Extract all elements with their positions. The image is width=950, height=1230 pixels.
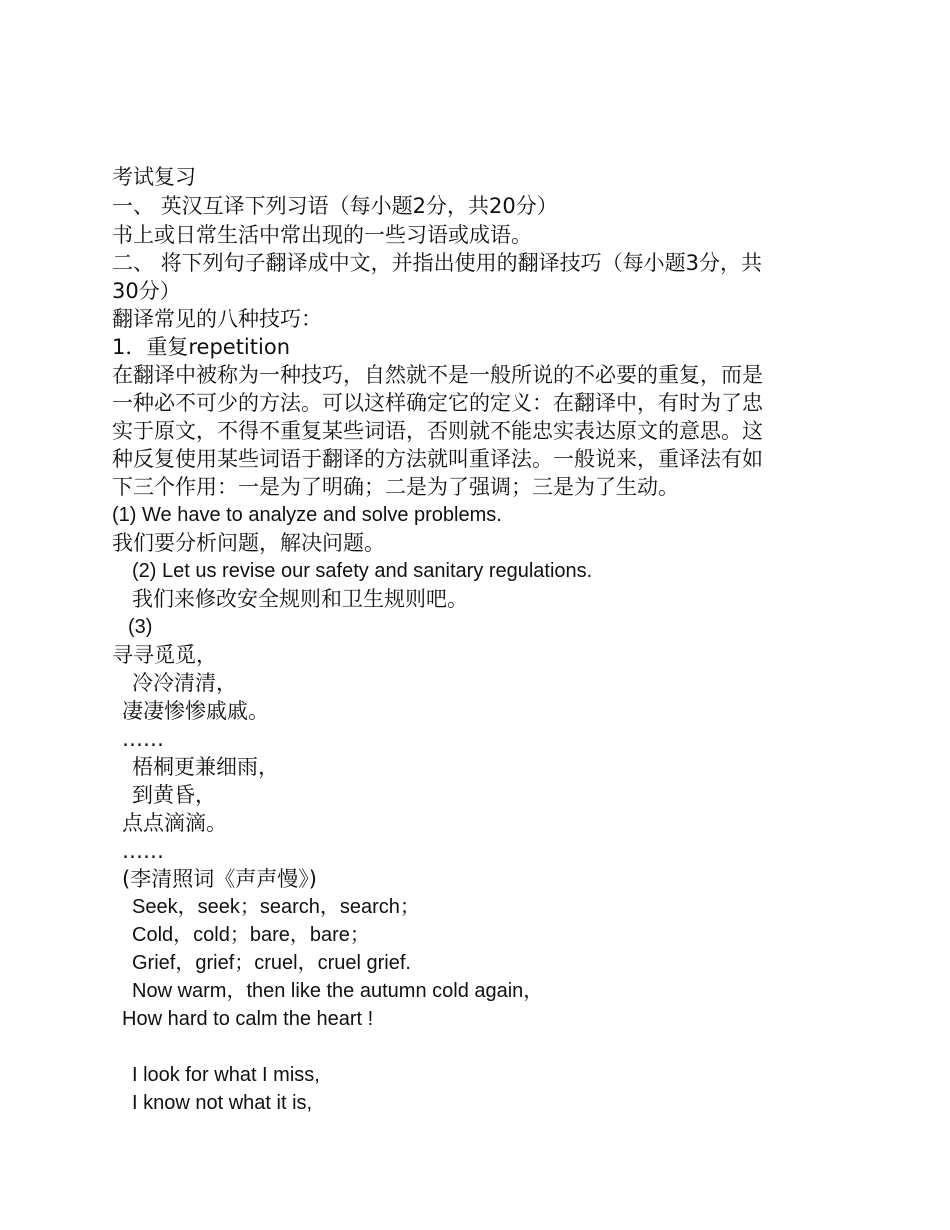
poem-en-line: I know not what it is, [132, 1092, 313, 1114]
technique-1-para-line: 一种必不可少的方法。可以这样确定它的定义：在翻译中，有时为了忠 [112, 391, 763, 415]
example-2-chinese: 我们来修改安全规则和卫生规则吧。 [132, 587, 468, 611]
example-2-english: (2) Let us revise our safety and sanitary regulations. [132, 560, 593, 582]
example-3-label: (3) [128, 616, 153, 638]
section-one-note: 书上或日常生活中常出现的一些习语或成语。 [112, 223, 532, 247]
poem-cn-line: …… [122, 839, 164, 863]
poem-en-line: I look for what I miss, [132, 1064, 320, 1086]
section-one-heading: 一、 英汉互译下列习语（每小题2分，共20分） [112, 194, 558, 218]
poem-en-line: Seek，seek；search，search； [132, 896, 420, 918]
doc-title: 考试复习 [112, 165, 196, 189]
poem-source: (李清照词《声声慢》) [122, 867, 317, 891]
techniques-intro: 翻译常见的八种技巧： [112, 307, 322, 331]
technique-1-para-line: 下三个作用：一是为了明确；二是为了强调；三是为了生动。 [112, 475, 679, 499]
poem-cn-line: 梧桐更兼细雨， [132, 755, 279, 779]
technique-1-para-line: 在翻译中被称为一种技巧，自然就不是一般所说的不必要的重复，而是 [112, 363, 763, 387]
technique-1-para-line: 实于原文，不得不重复某些词语，否则就不能忠实表达原文的意思。这 [112, 419, 763, 443]
poem-cn-line: 点点滴滴。 [122, 811, 227, 835]
example-1-chinese: 我们要分析问题，解决问题。 [112, 531, 385, 555]
poem-cn-line: 凄凄惨惨戚戚。 [122, 699, 269, 723]
technique-1-title: 1．重复repetition [112, 335, 290, 359]
poem-en-line: Cold，cold；bare，bare； [132, 924, 370, 946]
poem-cn-line: 寻寻觅觅， [112, 643, 217, 667]
poem-cn-line: 到黄昏， [132, 783, 216, 807]
poem-en-line: Now warm，then like the autumn cold again， [132, 980, 544, 1002]
poem-cn-line: 冷冷清清， [132, 671, 237, 695]
section-two-heading-line2: 30分） [112, 279, 181, 303]
poem-en-line: How hard to calm the heart ! [122, 1008, 374, 1030]
poem-cn-line: …… [122, 727, 164, 751]
example-1-english: (1) We have to analyze and solve problems. [112, 504, 502, 526]
poem-en-line: Grief，grief；cruel，cruel grief. [132, 952, 411, 974]
technique-1-para-line: 种反复使用某些词语于翻译的方法就叫重译法。一般说来，重译法有如 [112, 447, 763, 471]
section-two-heading-line1: 二、 将下列句子翻译成中文，并指出使用的翻译技巧（每小题3分，共 [112, 251, 763, 275]
